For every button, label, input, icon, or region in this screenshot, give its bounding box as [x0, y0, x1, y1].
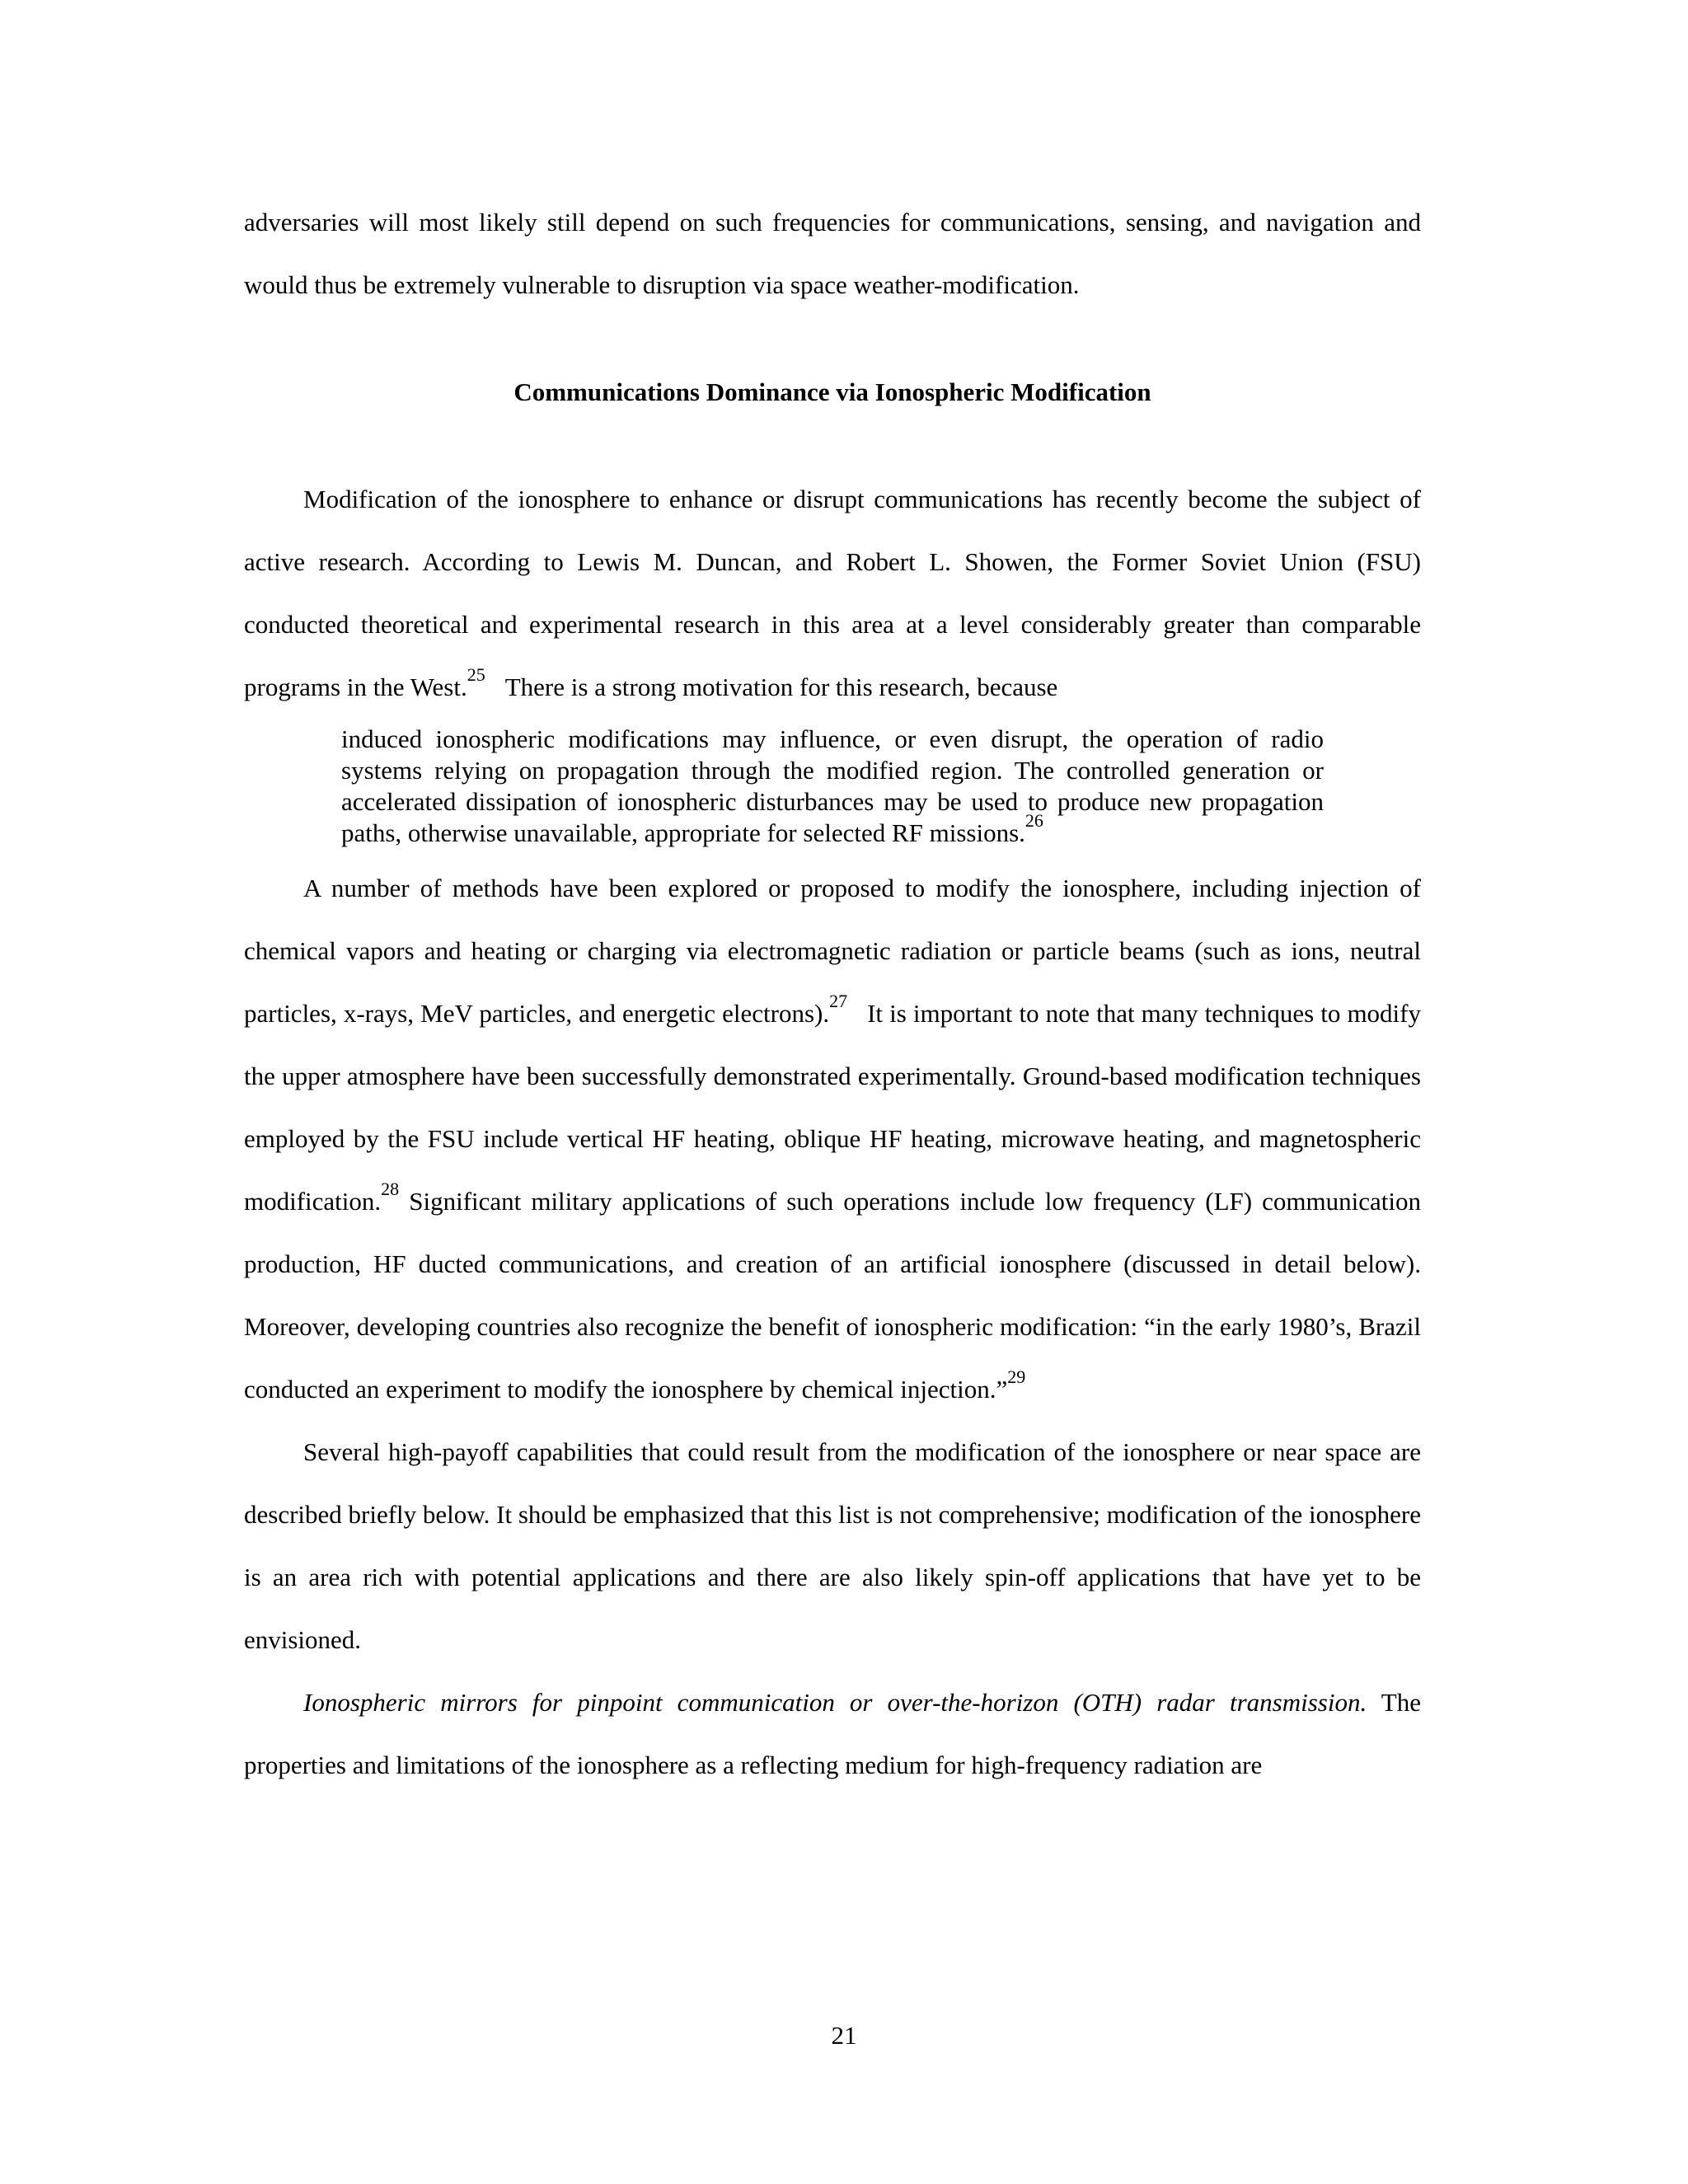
block-quote [341, 724, 1324, 849]
paragraph-continuation: adversaries will most likely still depend on such frequencies for communications, sensing, and navigation and would thus be extremely vulnerable to disruption via space weather-modification. [244, 208, 1421, 299]
section-heading: Communications Dominance via Ionospheric Modification [513, 377, 1151, 406]
paragraph-text: Modification of the ionosphere to enhance or disrupt communications has recently become the subject of active research. According to Lewis M. Duncan, and Robert L. Showen, the Former Soviet Union (FSU) conducted theoretical and experimental research in this area at a level considerably greater than comparable programs in the West. [244, 485, 1421, 701]
footnote-ref-27[interactable]: 27 [829, 991, 848, 1011]
paragraph-text: It is important to note that many techniques to modify the upper atmosphere have been successfully demonstrated experimentally. Ground-based modification techniques employed by the FSU include vertical HF heating, oblique HF heating, microwave heating, and magnetospheric modification. [244, 999, 1421, 1216]
paragraph-text: A number of methods have been explored or proposed to modify the ionosphere, including injection of chemical vapors and heating or charging via electromagnetic radiation or particle beams (such as ions, neutral particles, x-rays, MeV particles, and energetic electrons). [244, 874, 1421, 1028]
paragraph-research [244, 468, 1421, 719]
paragraph-mirrors [244, 1671, 1421, 1797]
footnote-ref-25[interactable]: 25 [467, 664, 485, 685]
footnote-ref-26[interactable]: 26 [1025, 810, 1043, 831]
quote-text: induced ionospheric modifications may influence, or even disrupt, the operation of radio systems relying on propagation through the modified region. The controlled generation or accelerated dissipation of ionospheric disturbances may be used to produce new propagation paths, otherwise unavailable, appropriate for selected RF missions. [341, 724, 1324, 847]
subsection-title: Ionospheric mirrors for pinpoint communication or over-the-horizon (OTH) radar transmission. [303, 1688, 1367, 1717]
footnote-ref-28[interactable]: 28 [381, 1179, 400, 1199]
paragraph-text: There is a strong motivation for this research, because [504, 673, 1058, 701]
paragraph-methods [244, 857, 1421, 1421]
paragraph-text: The properties and limitations of the ionosphere as a reflecting medium for high-frequency radiation are [244, 1688, 1421, 1779]
text-column [244, 191, 1421, 1797]
paragraph-capabilities: Several high-payoff capabilities that could result from the modification of the ionosphere or near space are described briefly below. It should be emphasized that this list is not comprehensive; modification of the ionosphere is an area rich with potential applications and there are also likely spin-off applications that have yet to be envisioned. [244, 1437, 1421, 1654]
paragraph-text: Significant military applications of such operations include low frequency (LF) communication production, HF ducted communications, and creation of an artificial ionosphere (discussed in detail below). Moreover, developing countries also recognize the benefit of ionospheric modification: “in the early 1980’s, Brazil conducted an experiment to modify the ionosphere by chemical injection.” [244, 1187, 1422, 1404]
footnote-ref-29[interactable]: 29 [1007, 1366, 1026, 1387]
page-number: 21 [831, 2021, 857, 2050]
